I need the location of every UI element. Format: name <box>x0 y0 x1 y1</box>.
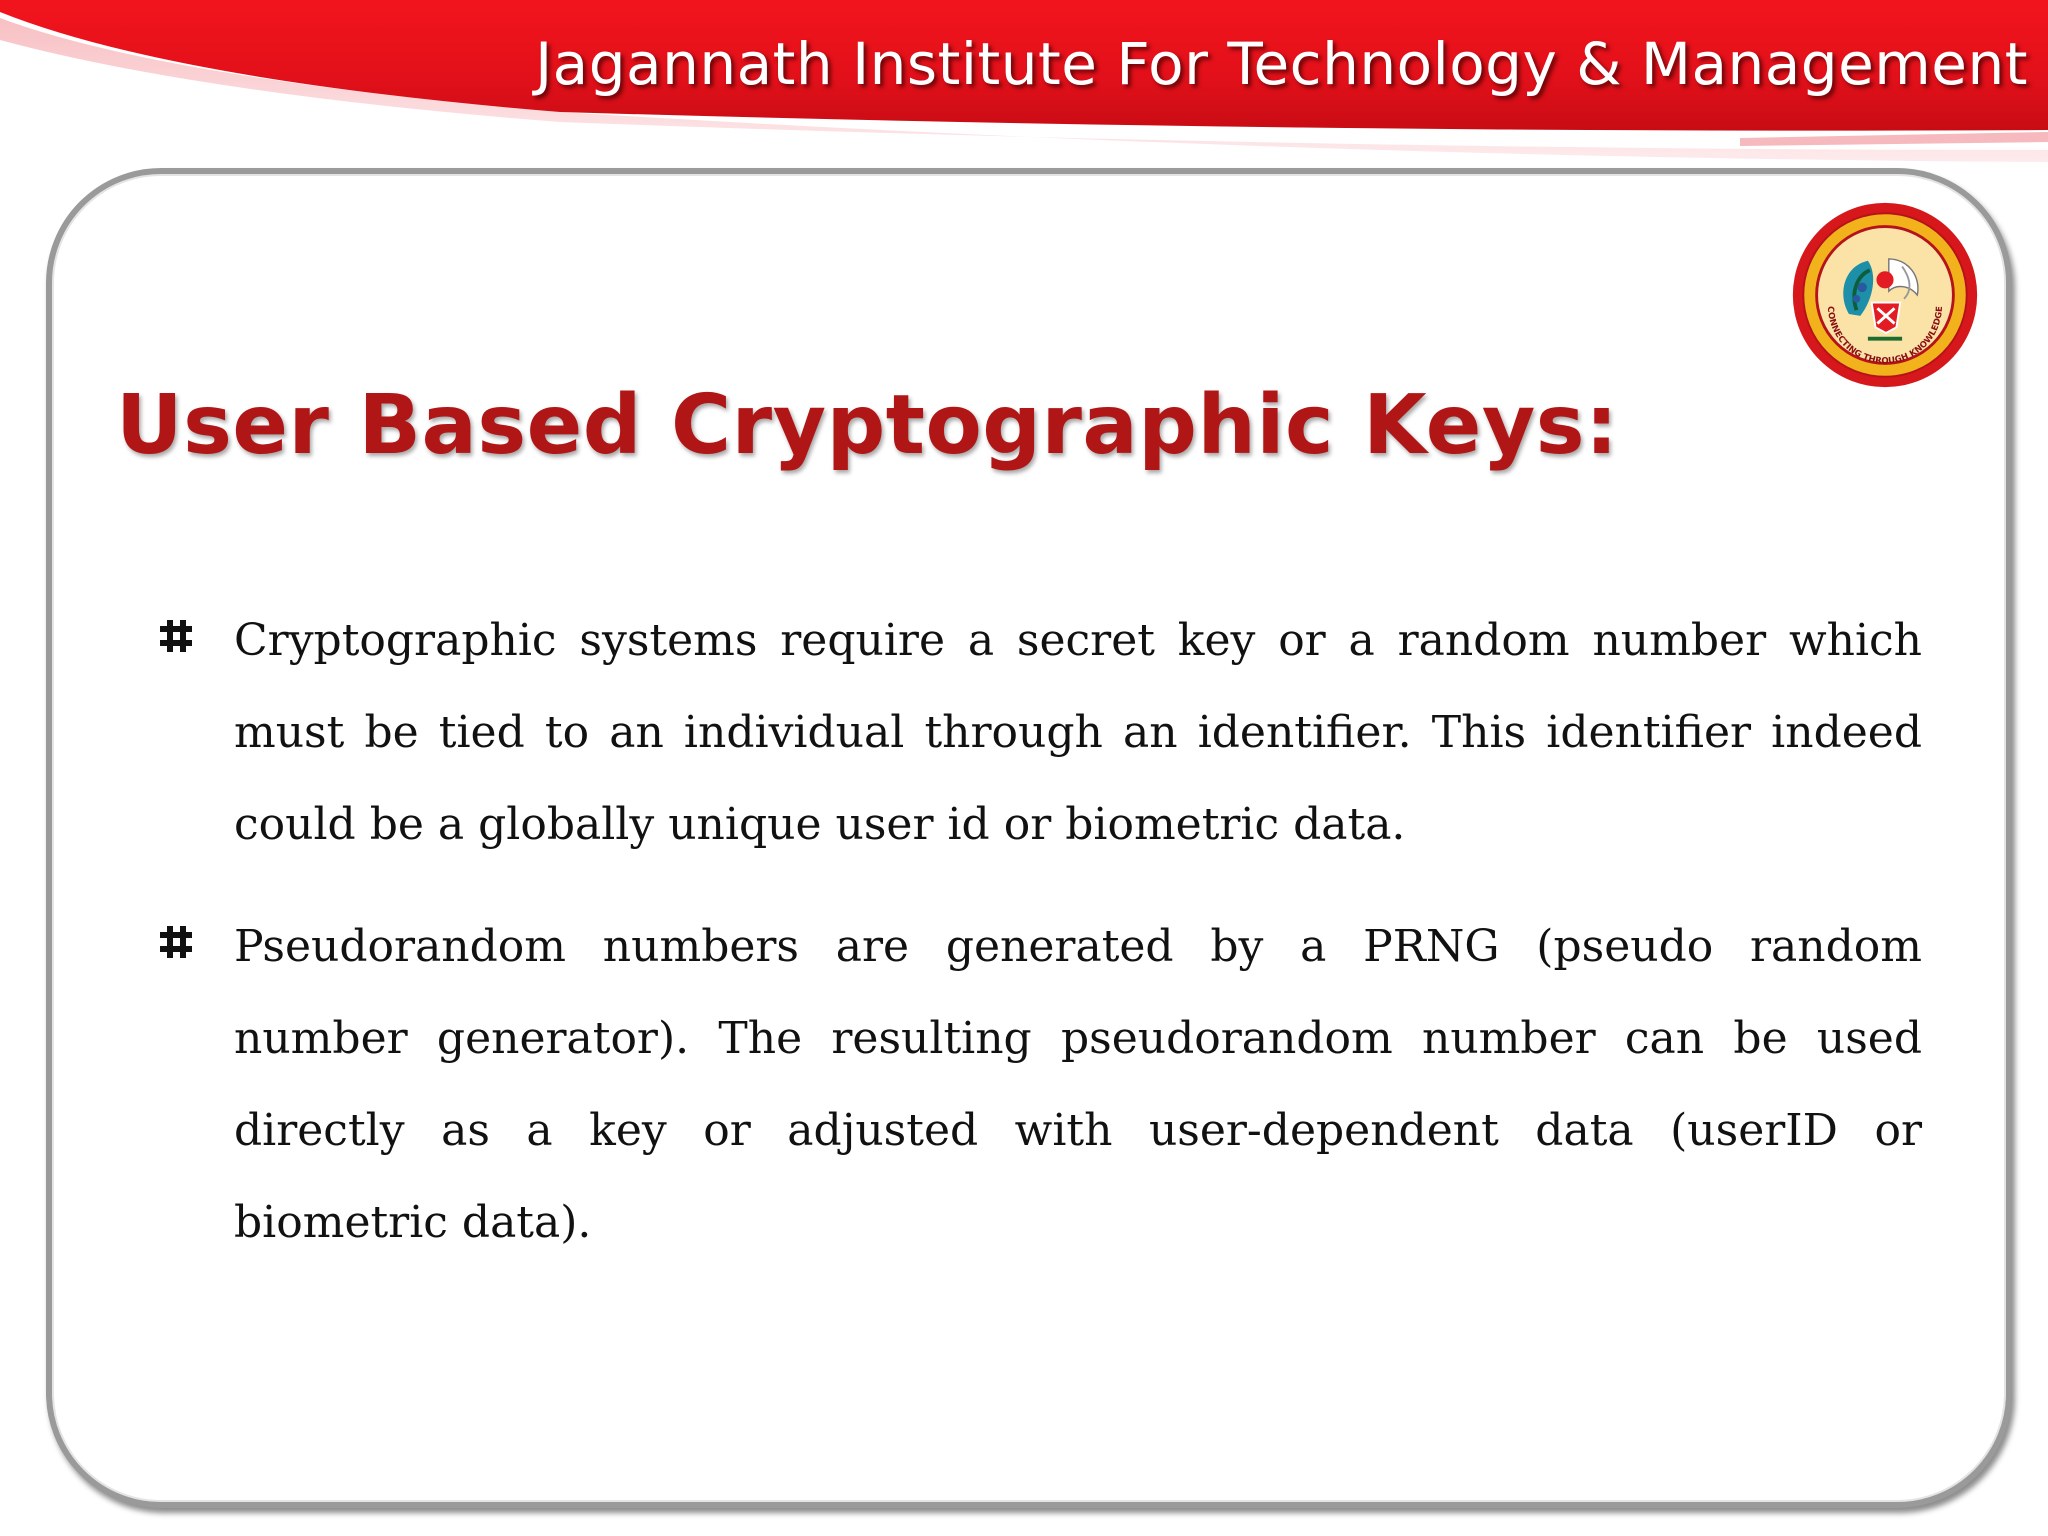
bullet-list <box>150 595 1922 1299</box>
hash-bullet-icon <box>158 923 194 961</box>
list-item <box>150 901 1922 1269</box>
institution-name: Jagannath Institute For Technology & Management <box>535 30 2028 98</box>
list-item <box>150 595 1922 871</box>
bullet-text: Cryptographic systems require a secret key or a random number which must be tied to an individual through an identifier. This identifier indeed could be a globally unique user id or biometric data. <box>234 615 1922 850</box>
institute-seal-icon <box>1790 200 1980 390</box>
bullet-text: Pseudorandom numbers are generated by a PRNG (pseudo random number generator). The resulting pseudorandom number can be used directly as a key or adjusted with user-dependent data (userID or biometric data). <box>234 921 1922 1248</box>
slide-title: User Based Cryptographic Keys: <box>116 378 1619 473</box>
hash-bullet-icon <box>158 617 194 655</box>
seal-motto: CONNECTING THROUGH KNOWLEDGE <box>1824 305 1946 367</box>
